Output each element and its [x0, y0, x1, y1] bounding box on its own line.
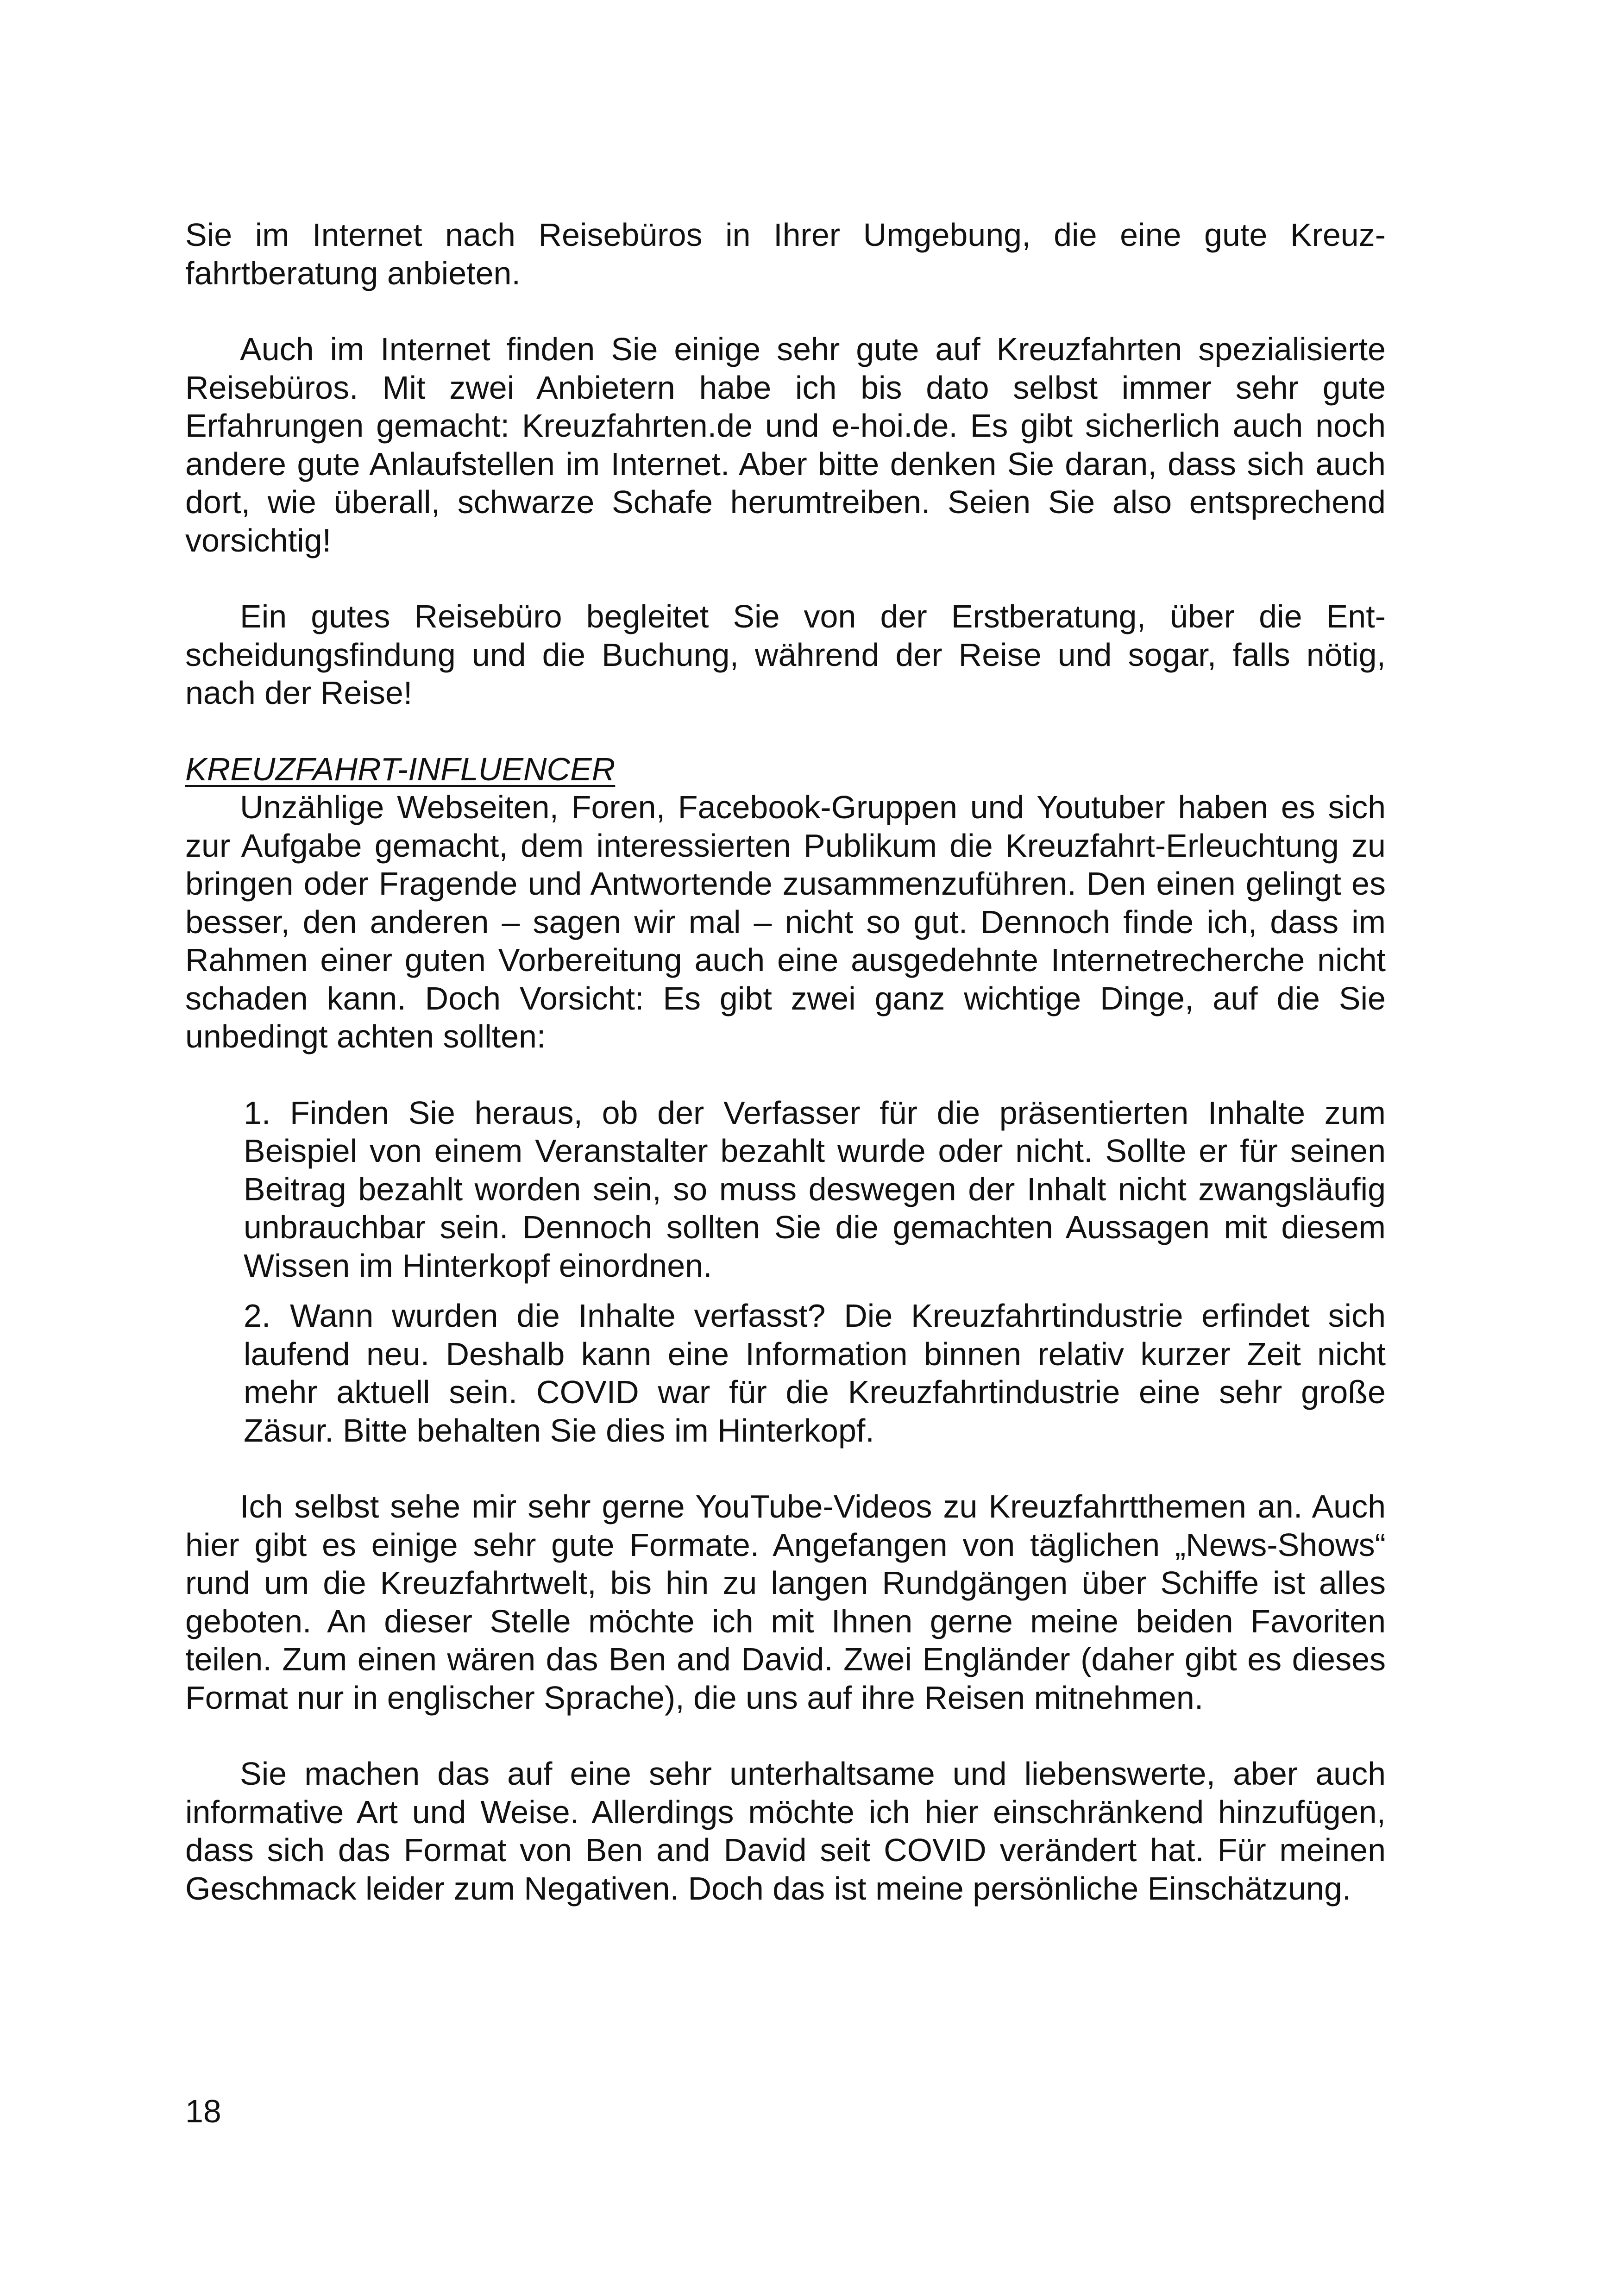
paragraph-youtube: Ich selbst sehe mir sehr gerne YouTube-Videos zu Kreuzfahrtthemen an. Auch hier gibt es einige sehr gute Formate. Angefangen von täglichen „News-Shows“ rund um die Kreuzfahrtwelt, bis hin zu langen Rundgängen über Schiffe ist alles geboten. An dieser Stelle möchte ich mit Ihnen gerne meine beiden Favoriten teilen. Zum einen wären das Ben and David. Zwei Engländer (daher gibt es dieses Format nur in englischer Sprache), die uns auf ihre Reisen mitnehmen. [185, 1488, 1386, 1716]
paragraph-continuation: Sie im Internet nach Reisebüros in Ihrer Umgebung, die eine gute Kreuzfahrtberatung anbieten. [185, 217, 1386, 291]
list-item-text: Wann wurden die Inhalte verfasst? Die Kreuzfahrtindustrie erfindet sich laufend neu. Deshalb kann eine Information binnen relativ kurzer Zeit nicht mehr aktuell sein. COVID war für die Kreuzfahrtindustrie eine sehr große Zäsur. Bitte behalten Sie dies im Hinterkopf. [244, 1298, 1386, 1449]
list-item [244, 1297, 1386, 1449]
paragraph-influencers: Unzählige Webseiten, Foren, Facebook-Gruppen und Youtuber haben es sich zur Aufgabe gemacht, dem interessierten Publikum die Kreuzfahrt-Erleuchtung zu bringen oder Fragende und Antwortende zusammenzuführen. Den einen gelingt es besser, den anderen – sagen wir mal – nicht so gut. Dennoch finde ich, dass im Rahmen einer guten Vorbereitung auch eine ausgedehnte Internetrecherche nicht schaden kann. Doch Vorsicht: Es gibt zwei ganz wichtige Dinge, auf die Sie unbedingt achten sollten: [185, 789, 1386, 1054]
numbered-list [185, 1094, 1386, 1450]
paragraph-good-travel-agency: Ein gutes Reisebüro begleitet Sie von der Erstberatung, über die Entscheidungsfindung und die Buchung, während der Reise und sogar, falls nötig, nach der Reise! [185, 598, 1386, 711]
section-heading: KREUZFAHRT-INFLUENCER [185, 751, 616, 787]
paragraph-online-travel-agencies: Auch im Internet finden Sie einige sehr gute auf Kreuzfahrten spezialisierte Reisebüros. Mit zwei Anbietern habe ich bis dato selbst immer sehr gute Erfahrungen gemacht: Kreuzfahrten.de und e-hoi.de. Es gibt sicherlich auch noch andere gute Anlaufstellen im Internet. Aber bitte denken Sie daran, dass sich auch dort, wie überall, schwarze Schafe herumtreiben. Seien Sie also entsprechend vorsichtig! [185, 331, 1386, 558]
list-item-number: 2. [244, 1298, 271, 1334]
page-body [185, 216, 1386, 1907]
page-number: 18 [185, 2093, 221, 2129]
list-item-number: 1. [244, 1094, 271, 1131]
list-item-text: Finden Sie heraus, ob der Verfasser für die präsentierten Inhalte zum Beispiel von einem Veranstalter bezahlt wurde oder nicht. Sollte er für seinen Beitrag bezahlt worden sein, so muss deswegen der Inhalt nicht zwangsläufig unbrauchbar sein. Dennoch sollten Sie die gemachten Aussagen mit diesem Wissen im Hinterkopf einordnen. [244, 1094, 1386, 1284]
list-item [244, 1094, 1386, 1285]
paragraph-ben-and-david: Sie machen das auf eine sehr unterhaltsame und liebenswerte, aber auch informative Art und Weise. Allerdings möchte ich hier einschränkend hinzufügen, dass sich das Format von Ben and David seit COVID verändert hat. Für meinen Geschmack leider zum Negativen. Doch das ist meine persönliche Einschätzung. [185, 1756, 1386, 1907]
